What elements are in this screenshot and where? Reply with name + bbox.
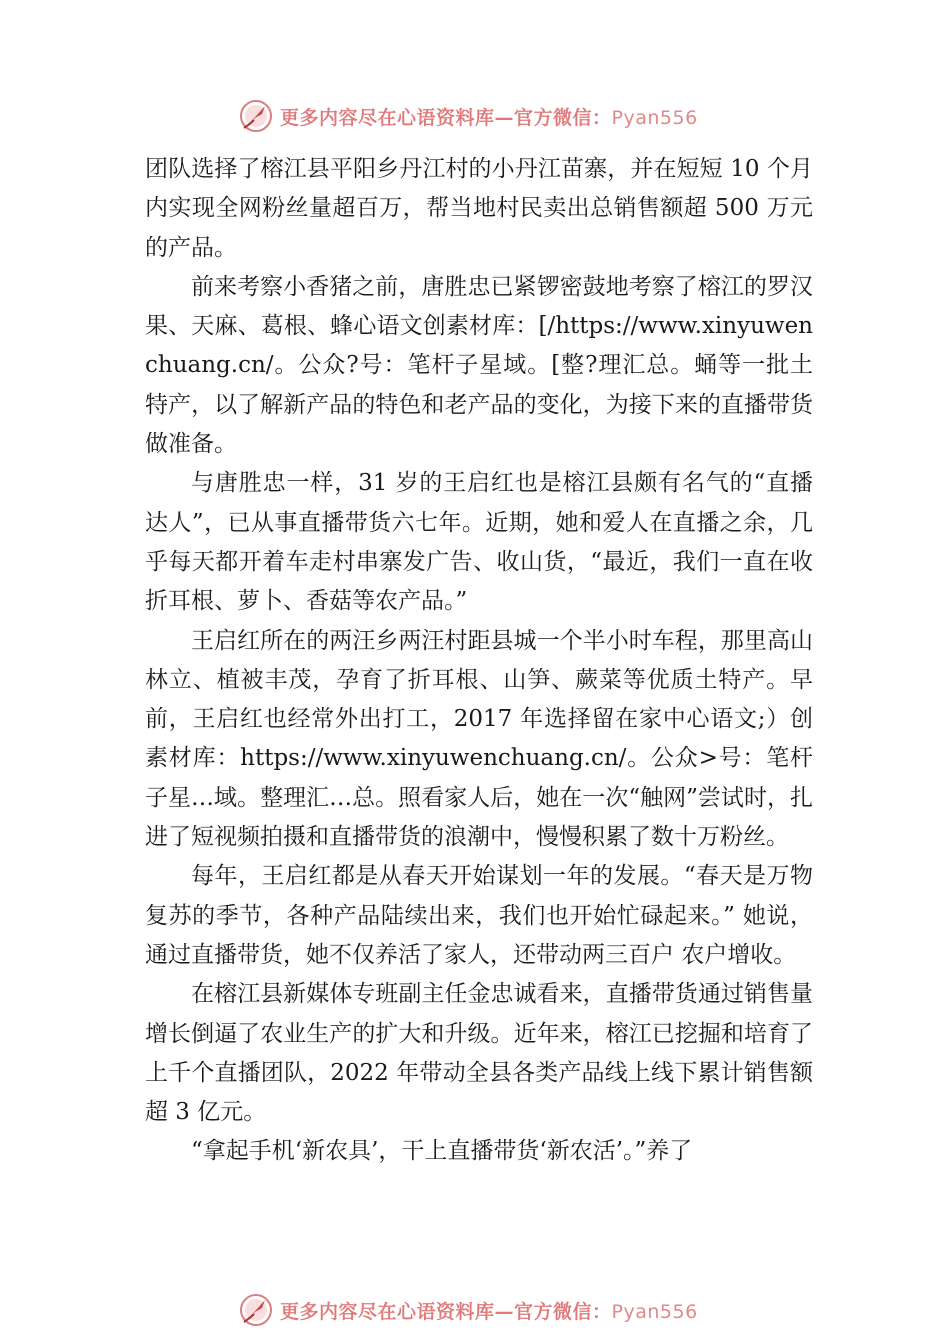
watermark-wechat-id: Pyan556 bbox=[611, 1301, 698, 1323]
paragraph-1: 团队选择了榕江县平阳乡丹江村的小丹江苗寨，并在短短 10 个月内实现全网粉丝量超百万，帮当地村民卖出总销售额超 500 万元的产品。 bbox=[145, 156, 813, 261]
watermark-text bbox=[280, 103, 698, 130]
watermark-main: 更多内容尽在心语资料库 bbox=[280, 1301, 495, 1323]
watermark-dash: — bbox=[494, 1301, 515, 1323]
paragraph-3: 与唐胜忠一样，31 岁的王启红也是榕江县颇有名气的“直播达人”，已从事直播带货六七年。近期，她和爱人在直播之余，几乎每天都开着车走村串寨发广告、收山货，“最近，我们一直在收折耳根、萝卜、香菇等农产品。” bbox=[145, 470, 813, 615]
watermark-dash: — bbox=[494, 107, 515, 129]
paragraph-7: “拿起手机‘新农具’，干上直播带货‘新农活’。”养了 bbox=[191, 1138, 693, 1165]
paragraph-2: 前来考察小香猪之前，唐胜忠已紧锣密鼓地考察了榕江的罗汉果、天麻、葛根、蜂心语文创素材库：[/https://www.xinyuwenchuang.cn/。公众?号：笔杆子星域。[整?理汇总。蛹等一批土特产，以了解新产品的特色和老产品的变化，为接下来的直播带货做准备。 bbox=[145, 273, 813, 458]
watermark-banner-bottom bbox=[0, 1290, 950, 1330]
paragraph-5: 每年，王启红都是从春天开始谋划一年的发展。“春天是万物复苏的季节，各种产品陆续出来，我们也开始忙碌起来。” 她说，通过直播带货，她不仅养活了家人，还带动两三百户 农户增收。 bbox=[145, 863, 813, 968]
watermark-banner-top bbox=[0, 96, 950, 136]
quill-seal-icon bbox=[238, 98, 274, 134]
watermark-wechat-id: Pyan556 bbox=[611, 107, 698, 129]
watermark-wechat-label: 官方微信： bbox=[514, 1301, 612, 1323]
paragraph-4: 王启红所在的两汪乡两汪村距县城一个半小时车程，那里高山林立、植被丰茂，孕育了折耳根、山笋、蕨菜等优质土特产。早前，王启红也经常外出打工，2017 年选择留在家中心语文;）创素材库：https://www.xinyuwenchuang.cn/。公众>号：笔杆子星…域。整理汇…总。照看家人后，她在一次“触网”尝试时，扎进了短视频拍摄和直播带货的浪潮中，慢慢积累了数十万粉丝。 bbox=[145, 627, 813, 851]
article-body bbox=[145, 150, 813, 1172]
watermark-text bbox=[280, 1297, 698, 1324]
watermark-main: 更多内容尽在心语资料库 bbox=[280, 107, 495, 129]
paragraph-6: 在榕江县新媒体专班副主任金忠诚看来，直播带货通过销售量增长倒逼了农业生产的扩大和升级。近年来，榕江已挖掘和培育了上千个直播团队，2022 年带动全县各类产品线上线下累计销售额超 3 亿元。 bbox=[145, 981, 813, 1126]
quill-seal-icon bbox=[238, 1292, 274, 1328]
watermark-wechat-label: 官方微信： bbox=[514, 107, 612, 129]
